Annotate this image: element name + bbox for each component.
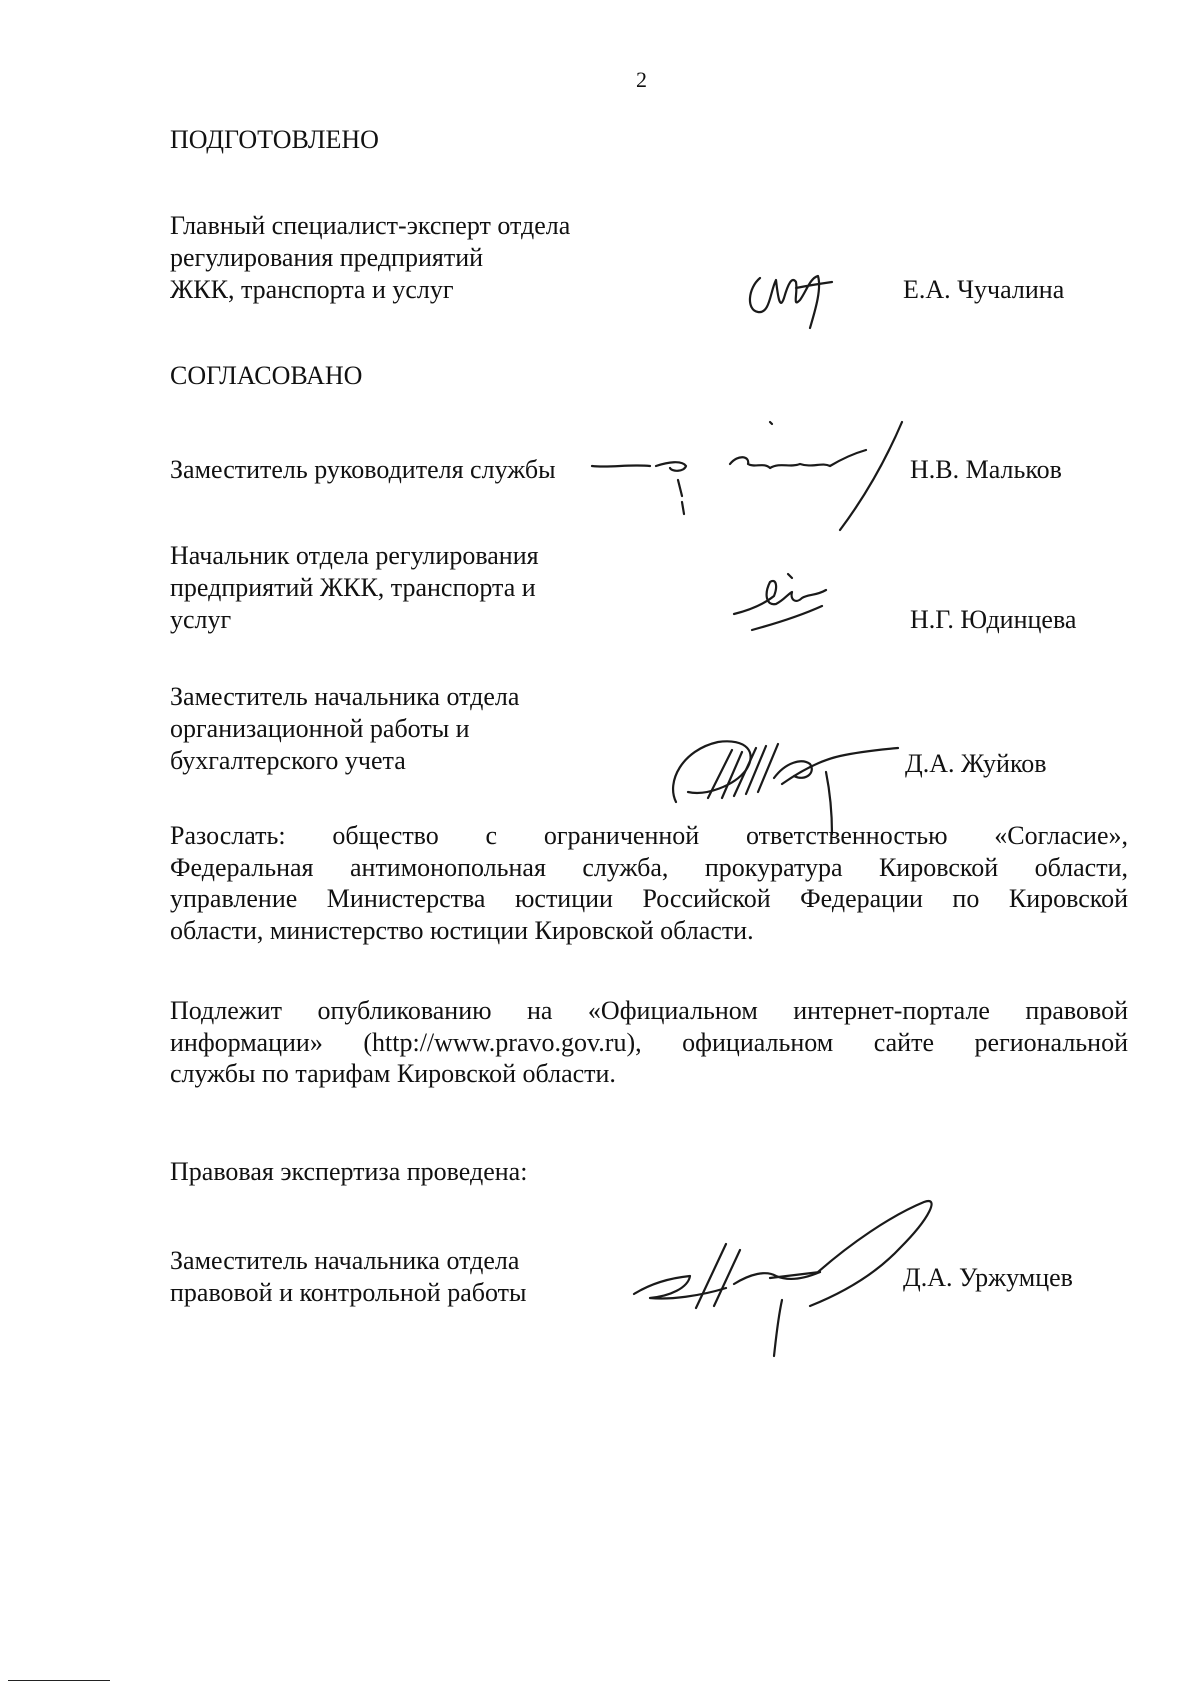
position-line: услуг: [170, 605, 232, 634]
publication-line: Подлежит опубликованию на «Официальном интернет-портале правовой: [170, 996, 1128, 1025]
signature-urzhumtsev: [630, 1188, 950, 1358]
distribution-line: Федеральная антимонопольная служба, прокуратура Кировской области,: [170, 852, 1128, 882]
position-line: Заместитель начальника отдела: [170, 682, 520, 711]
signer-name: Н.Г. Юдинцева: [910, 605, 1077, 634]
agreed-heading: СОГЛАСОВАНО: [170, 361, 363, 390]
signer-position: [170, 681, 519, 777]
position-line: Начальник отдела регулирования: [170, 541, 539, 570]
legal-review-heading: Правовая экспертиза проведена:: [170, 1157, 528, 1186]
distribution-line: области, министерство юстиции Кировской области.: [170, 915, 754, 945]
signer-name: Н.В. Мальков: [910, 455, 1062, 484]
position-line: правовой и контрольной работы: [170, 1278, 527, 1307]
prepared-position: [170, 210, 570, 306]
position-line: Главный специалист-эксперт отдела: [170, 211, 571, 240]
position-line: регулирования предприятий: [170, 243, 484, 272]
publication-line: информации» (http://www.pravo.gov.ru), официальном сайте региональной: [170, 1027, 1128, 1057]
signature-malkov: [590, 410, 930, 540]
distribution-line: Разослать: общество с ограниченной ответственностью «Согласие»,: [170, 821, 1128, 850]
signer-name: Д.А. Жуйков: [905, 749, 1047, 778]
legal-review-name: Д.А. Уржумцев: [903, 1263, 1073, 1292]
legal-review-position: [170, 1245, 526, 1309]
position-line: бухгалтерского учета: [170, 746, 406, 775]
position-line: Заместитель руководителя службы: [170, 455, 556, 484]
signer-position: [170, 540, 539, 636]
footer-divider: [8, 1680, 110, 1681]
signer-position: [170, 454, 556, 486]
position-line: организационной работы и: [170, 714, 470, 743]
prepared-name: Е.А. Чучалина: [903, 275, 1065, 304]
page-number: 2: [636, 67, 647, 92]
publication-line: службы по тарифам Кировской области.: [170, 1059, 616, 1088]
prepared-heading: ПОДГОТОВЛЕНО: [170, 125, 379, 154]
publication-paragraph: [170, 995, 1128, 1090]
position-line: Заместитель начальника отдела: [170, 1246, 520, 1275]
distribution-paragraph: [170, 820, 1128, 946]
position-line: предприятий ЖКК, транспорта и: [170, 573, 536, 602]
signature-yudintseva: [730, 570, 840, 640]
distribution-line: управление Министерства юстиции Российской Федерации по Кировской: [170, 884, 1128, 913]
signature-chuchalina: [740, 258, 860, 338]
position-line: ЖКК, транспорта и услуг: [170, 275, 454, 304]
